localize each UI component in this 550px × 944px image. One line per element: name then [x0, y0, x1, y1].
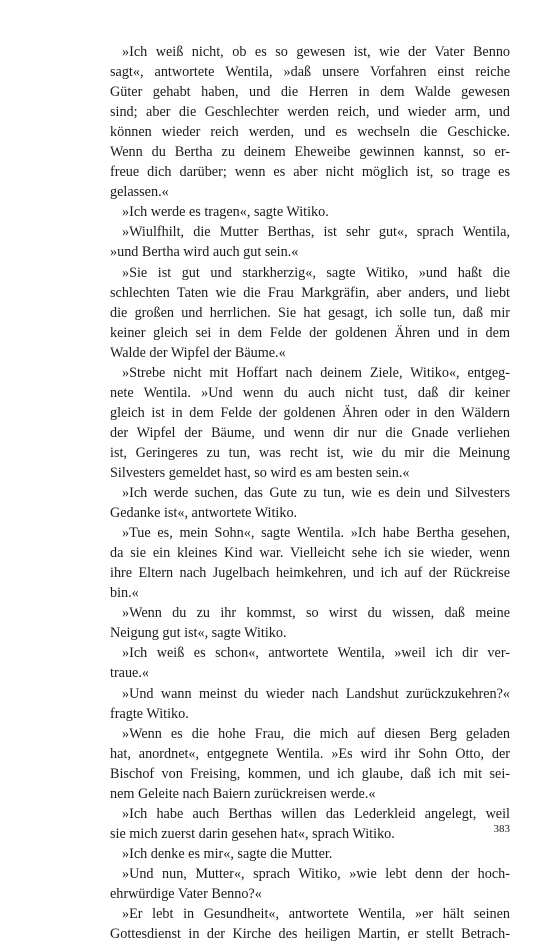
text-line: die großen und herrlichen. Sie hat gesagt, ich solle tun, daß mir	[110, 304, 510, 321]
text-line: Neigung gut ist«, sagte Witiko.	[110, 625, 287, 642]
text-line: »Ich denke es mir«, sagte die Mutter.	[122, 845, 333, 862]
text-line: ihre Eltern nach Jugelbach heimkehren, und ich auf der Rückreise	[110, 565, 510, 582]
text-line: »Wenn es die hohe Frau, die mich auf diesen Berg geladen	[122, 725, 510, 742]
text-line: freue dich darüber; wenn es aber nicht möglich ist, so trage es	[110, 164, 510, 181]
text-line: »Ich weiß nicht, ob es so gewesen ist, wie der Vater Benno	[122, 44, 510, 60]
text-line: sind; aber die Geschlechter werden reich, und wieder arm, und	[110, 104, 510, 121]
text-line: schlechten Taten wie die Frau Markgräfin, aber anders, und liebt	[110, 284, 510, 301]
text-line: da sie ein kleines Kind war. Vielleicht sehe ich sie wieder, wenn	[110, 545, 510, 562]
text-line: »Sie ist gut und starkherzig«, sagte Witiko, »und haßt die	[122, 264, 510, 281]
text-line: bin.«	[110, 585, 139, 602]
text-line: gelassen.«	[110, 184, 169, 201]
text-line: »und Bertha wird auch gut sein.«	[110, 244, 299, 261]
text-line: können wieder reich werden, und es wechseln die Geschicke.	[110, 124, 510, 141]
text-line: Wenn du Bertha zu deinem Eheweibe gewinnen kannst, so er-	[110, 144, 510, 161]
text-line: »Wenn du zu ihr kommst, so wirst du wissen, daß meine	[122, 605, 510, 622]
text-line: der Wipfel der Bäume, und wenn dir nur die Gnade verliehen	[110, 424, 510, 441]
text-line: »Ich werde suchen, das Gute zu tun, wie es dein und Silvesters	[122, 485, 510, 502]
text-line: Güter gehabt haben, und die Herren in dem Walde gewesen	[110, 84, 510, 101]
text-line: nete Wentila. »Und wenn du auch nicht tust, daß dir keiner	[110, 384, 510, 401]
text-line: »Strebe nicht mit Hoffart nach deinem Ziele, Witiko«, entgeg-	[122, 364, 510, 381]
text-line: keiner gleich sei in dem Felde der goldenen Ähren und in dem	[110, 324, 510, 341]
text-line: Gottesdienst in der Kirche des heiligen Martin, er stellt Betrach-	[110, 926, 510, 943]
text-line: »Und nun, Mutter«, sprach Witiko, »wie lebt denn der hoch-	[122, 865, 510, 882]
text-line: »Er lebt in Gesundheit«, antwortete Wentila, »er hält seinen	[122, 906, 510, 923]
text-line: sagt«, antwortete Wentila, »daß unsere Vorfahren einst reiche	[110, 64, 510, 81]
text-line: nem Geleite nach Baiern zurückreisen werde.«	[110, 785, 376, 802]
text-line: ist, Geringeres zu tun, was recht ist, wie du mir die Meinung	[110, 444, 510, 461]
text-line: »Ich werde es tragen«, sagte Witiko.	[122, 204, 329, 221]
text-line: »Ich habe auch Berthas willen das Lederkleid angelegt, weil	[122, 805, 510, 822]
page-body	[110, 42, 510, 944]
text-line: Silvesters gemeldet hast, so wird es am besten sein.«	[110, 464, 410, 481]
text-line: Bischof von Freising, kommen, und ich glaube, daß ich mit sei-	[110, 765, 510, 782]
page-number: 383	[493, 823, 510, 835]
text-line: »Tue es, mein Sohn«, sagte Wentila. »Ich habe Bertha gesehen,	[122, 525, 510, 542]
text-line: »Wiulfhilt, die Mutter Berthas, ist sehr gut«, sprach Wentila,	[122, 224, 510, 241]
text-line: »Ich weiß es schon«, antwortete Wentila, »weil ich dir ver-	[122, 645, 510, 662]
text-line: »Und wann meinst du wieder nach Landshut zurückzukehren?«	[122, 685, 510, 702]
text-line: hat, anordnet«, entgegnete Wentila. »Es wird ihr Sohn Otto, der	[110, 745, 510, 762]
text-line: Walde der Wipfel der Bäume.«	[110, 344, 286, 361]
text-line: traue.«	[110, 665, 149, 682]
text-line: sie mich zuerst darin gesehen hat«, sprach Witiko.	[110, 825, 395, 842]
text-line: ehrwürdige Vater Benno?«	[110, 885, 262, 902]
text-line: gleich ist in dem Felde der goldenen Ähren oder in den Wäldern	[110, 404, 510, 421]
text-line: Gedanke ist«, antwortete Witiko.	[110, 505, 298, 522]
text-line: fragte Witiko.	[110, 705, 189, 722]
